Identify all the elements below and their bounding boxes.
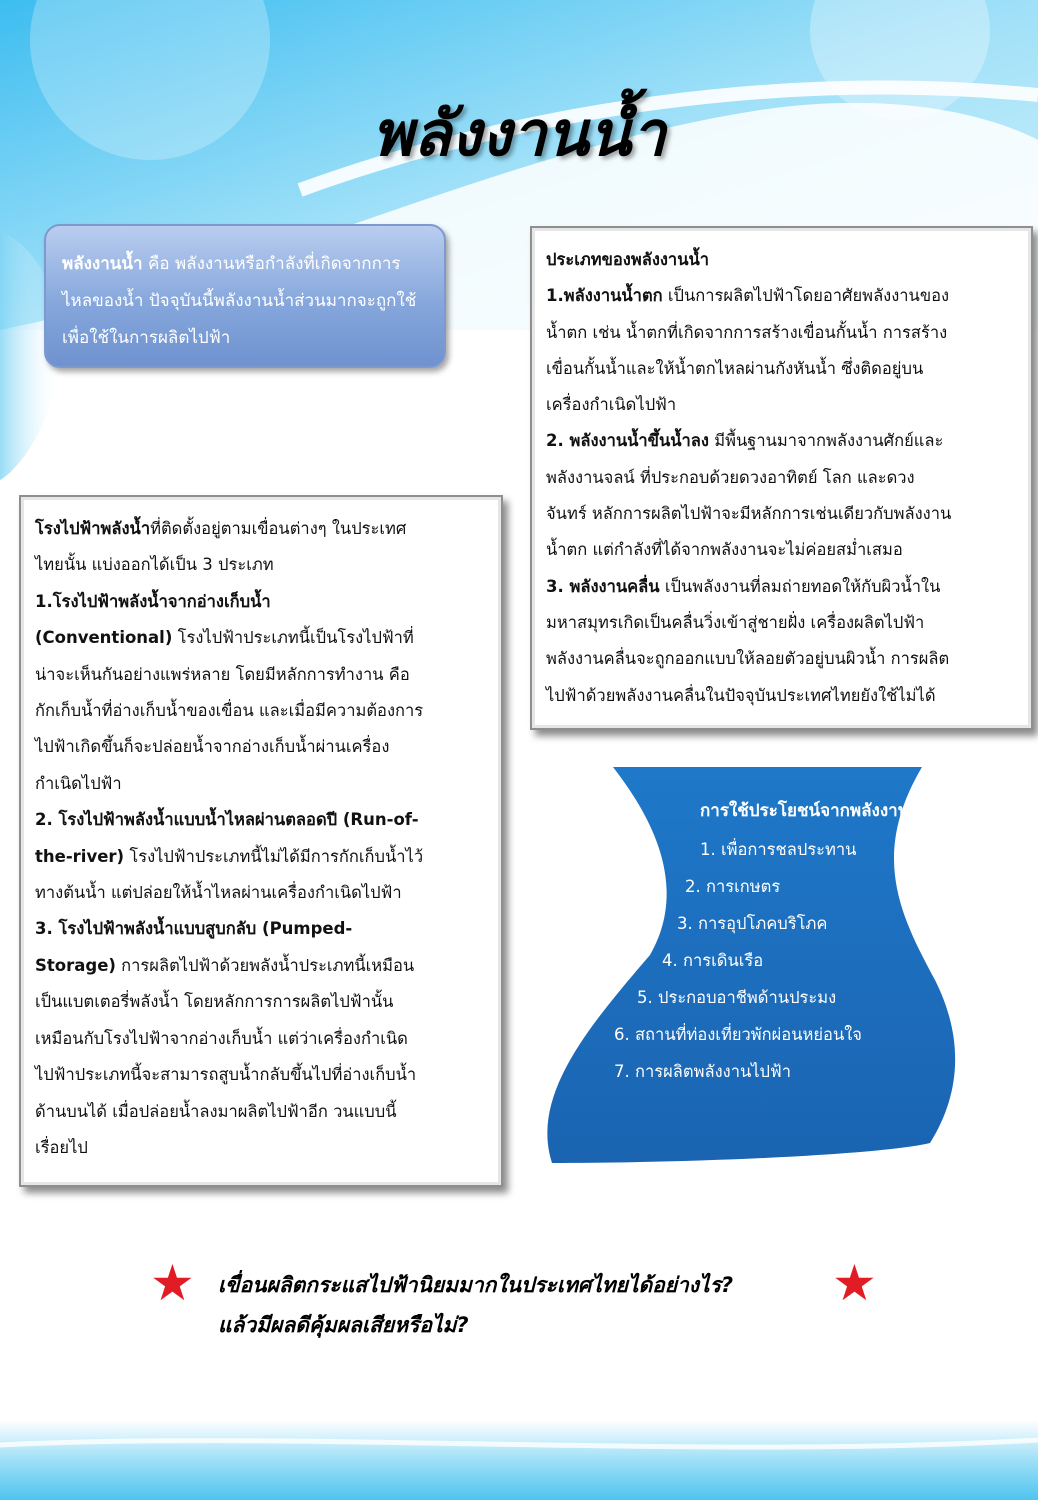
types-line: พลังงานจลน์ ที่ประกอบด้วยดวงอาทิตย์ โลก และดวง bbox=[546, 467, 915, 487]
plants-line: (Conventional) โรงไปฟ้าประเภทนี้เป็นโรงไปฟ้าที่ bbox=[35, 628, 414, 648]
plants-line: the-river) โรงไปฟ้าประเภทนี้ไม่ได้มีการกักเก็บน้ำไว้ bbox=[35, 846, 424, 866]
star-icon: ★ bbox=[832, 1254, 877, 1312]
uses-item: 5. ประกอบอาชีพด้านประมง bbox=[637, 988, 837, 1007]
intro-box bbox=[44, 224, 446, 368]
plants-line: ไปฟ้าเกิดขึ้นก็จะปล่อยน้ำจากอ่างเก็บน้ำผ่านเครื่อง bbox=[35, 737, 390, 757]
question-line-2: แล้วมีผลดีคุ้มผลเสียหรือไม่? bbox=[218, 1313, 469, 1337]
types-line: เครื่องกำเนิดไปฟ้า bbox=[546, 395, 677, 415]
plants-line: เหมือนกับโรงไปฟ้าจากอ่างเก็บน้ำ แต่ว่าเครื่องกำเนิด bbox=[35, 1028, 408, 1048]
plants-line: ทางต้นน้ำ แต่ปล่อยให้น้ำไหลผ่านเครื่องกำเนิดไปฟ้า bbox=[35, 883, 402, 903]
types-line: 1.พลังงานน้ำตก เป็นการผลิตไปฟ้าโดยอาศัยพลังงานของ bbox=[546, 286, 950, 306]
types-line: 2. พลังงานน้ำขึ้นน้ำลง มีพื้นฐานมาจากพลังงานศักย์และ bbox=[546, 431, 944, 451]
types-line: น้ำตก แต่กำลังที่ได้จากพลังงานจะไม่ค่อยสม่ำเสมอ bbox=[546, 540, 903, 560]
types-line: ไปฟ้าด้วยพลังงานคลื่นในปัจจุบันประเทศไทยยังใช้ไม่ได้ bbox=[546, 685, 936, 705]
uses-item: 4. การเดินเรือ bbox=[662, 951, 764, 970]
star-icon: ★ bbox=[150, 1254, 195, 1312]
plants-line: กักเก็บน้ำที่อ่างเก็บน้ำของเขื่อน และเมื่อมีความต้องการ bbox=[35, 701, 424, 721]
types-line: 3. พลังงานคลื่น เป็นพลังงานที่ลมถ่ายทอดให้กับผิวน้ำใน bbox=[546, 576, 941, 596]
types-line: เขื่อนกั้นน้ำและให้น้ำตกไหลผ่านกังหันน้ำ ซึ่งติดอยู่บน bbox=[546, 358, 924, 378]
types-line: มหาสมุทรเกิดเป็นคลื่นวิ่งเข้าสู่ชายฝั่ง เครื่องผลิตไปฟ้า bbox=[546, 612, 925, 632]
types-line: พลังงานคลื่นจะถูกออกแบบให้ลอยตัวอยู่บนผิวน้ำ การผลิต bbox=[546, 649, 950, 669]
plants-line: เป็นแบตเตอรี่พลังน้ำ โดยหลักการการผลิตไปฟ้านั้น bbox=[35, 992, 394, 1012]
types-line: น้ำตก เช่น น้ำตกที่เกิดจากการสร้างเขื่อนกั้นน้ำ การสร้าง bbox=[546, 322, 948, 342]
plants-line: 2. โรงไปฟ้าพลังน้ำแบบน้ำไหลผ่านตลอดปี (Run-of- bbox=[35, 810, 419, 830]
intro-term: พลังงานน้ำ bbox=[62, 254, 143, 274]
plants-line: 3. โรงไปฟ้าพลังน้ำแบบสูบกลับ (Pumped- bbox=[35, 919, 353, 939]
plants-line: ด้านบนได้ เมื่อปล่อยน้ำลงมาผลิตไปฟ้าอีก วนแบบนี้ bbox=[35, 1101, 397, 1121]
plants-line: Storage) การผลิตไปฟ้าด้วยพลังน้ำประเภทนี้เหมือน bbox=[35, 955, 415, 975]
plants-line: กำเนิดไปฟ้า bbox=[35, 773, 122, 793]
types-box bbox=[530, 226, 1033, 730]
types-line: จันทร์ หลักการผลิตไปฟ้าจะมีหลักการเช่นเดียวกับพลังงาน bbox=[546, 504, 952, 524]
plants-line: ไทยนั้น แบ่งออกได้เป็น 3 ประเภท bbox=[35, 555, 274, 575]
uses-item: 7. การผลิตพลังงานไปฟ้า bbox=[614, 1062, 791, 1081]
uses-item: 1. เพื่อการชลประทาน bbox=[700, 840, 857, 859]
uses-item: 2. การเกษตร bbox=[685, 877, 781, 896]
plants-line: น่าจะเห็นกันอย่างแพร่หลาย โดยมีหลักการทำงาน คือ bbox=[35, 664, 410, 684]
intro-text: คือ พลังงานหรือกำลังที่เกิดจากการไหลของน้ำ ปัจจุบันนี้พลังงานน้ำส่วนมากจะถูกใช้เพื่อใช้ในการผลิตไปฟ้า bbox=[62, 254, 417, 348]
plants-line: เรื่อยไป bbox=[35, 1137, 88, 1157]
page-title: พลังงานน้ำ bbox=[372, 97, 666, 170]
uses-wave-shape bbox=[540, 765, 1010, 1165]
uses-item: 6. สถานที่ท่องเที่ยวพักผ่อนหย่อนใจ bbox=[614, 1025, 862, 1044]
plants-box bbox=[19, 495, 503, 1187]
plants-line: 1.โรงไปฟ้าพลังน้ำจากอ่างเก็บน้ำ bbox=[35, 591, 271, 611]
uses-title: การใช้ประโยชน์จากพลังงานน้ำ bbox=[700, 801, 931, 821]
plants-line: ไปฟ้าประเภทนี้จะสามารถสูบน้ำกลับขึ้นไปที่อ่างเก็บน้ำ bbox=[35, 1065, 417, 1085]
types-heading: ประเภทของพลังงานน้ำ bbox=[546, 250, 710, 269]
question-text bbox=[218, 1265, 858, 1345]
question-line-1: เขื่อนผลิตกระแสไปฟ้านิยมมากในประเทศไทยได้อย่างไร? bbox=[218, 1273, 734, 1297]
uses-item: 3. การอุปโภคบริโภค bbox=[677, 914, 828, 933]
plants-line: โรงไปฟ้าพลังน้ำที่ติดตั้งอยู่ตามเขื่อนต่างๆ ในประเทศ bbox=[35, 519, 407, 538]
